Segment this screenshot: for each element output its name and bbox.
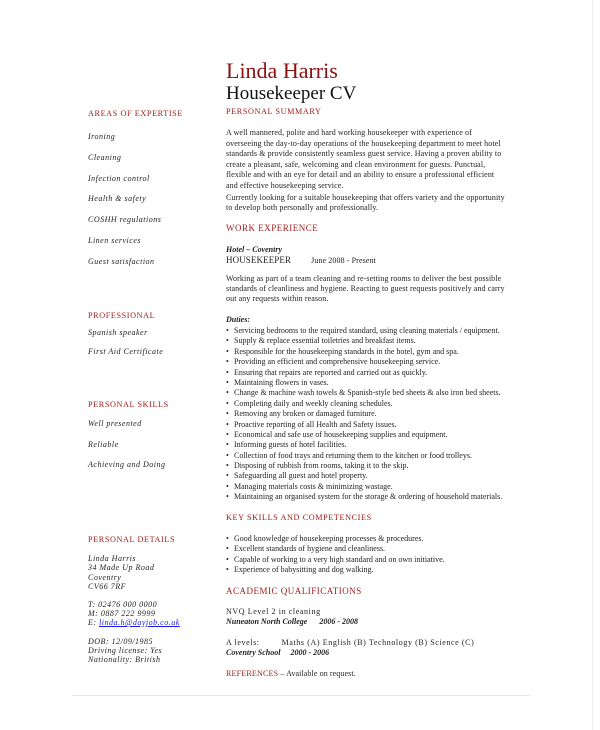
list-item: A well mannered, polite and hard working housekeeper with experience of xyxy=(226,128,472,137)
summary-heading: PERSONAL SUMMARY xyxy=(226,107,322,116)
duties-label: Duties: xyxy=(226,315,250,324)
duties-list xyxy=(226,326,502,503)
bullet-item: • Economical and safe use of housekeeping supplies and equipment. xyxy=(226,430,502,440)
email-label: E: xyxy=(88,618,100,627)
school-name: Coventry School xyxy=(226,648,281,657)
cv-subtitle: Housekeeper CV xyxy=(226,83,357,104)
professional-heading: PROFESSIONAL xyxy=(88,311,156,320)
personal-details-heading: PERSONAL DETAILS xyxy=(88,535,176,544)
bullet-item: • Completing daily and weekly cleaning schedules. xyxy=(226,399,502,409)
list-item: Linen services xyxy=(88,236,141,245)
bullet-item: • Providing an efficient and comprehensive housekeeping service. xyxy=(226,357,502,367)
driving-license: Driving license: Yes xyxy=(88,646,163,655)
mobile: M: 0887 222 9999 xyxy=(88,609,156,618)
references-heading: REFERENCES xyxy=(226,669,279,678)
list-item: Coventry xyxy=(88,572,122,582)
personal-skills-heading: PERSONAL SKILLS xyxy=(88,400,169,409)
employer: Hotel – Coventry xyxy=(226,245,282,254)
job-dates: June 2008 - Present xyxy=(311,256,376,265)
nvq-school-row xyxy=(226,617,358,626)
expertise-heading: AREAS OF EXPERTISE xyxy=(88,109,183,118)
list-item: 34 Made Up Road xyxy=(88,563,155,573)
bullet-item: • Good knowledge of housekeeping processes & procedures. xyxy=(226,534,445,544)
bullet-item: • Informing guests of hotel facilities. xyxy=(226,440,502,450)
key-skills-list xyxy=(226,534,445,576)
bullet-item: • Responsible for the housekeeping standards in the hotel, gym and spa. xyxy=(226,347,502,357)
list-item: Well presented xyxy=(88,419,142,428)
key-skills-heading: KEY SKILLS AND COMPETENCIES xyxy=(226,513,372,522)
bullet-item: • Maintaining an organised system for the storage & ordering of household materials. xyxy=(226,492,502,502)
bullet-item: • Managing materials costs & minimizing wastage. xyxy=(226,482,502,492)
a-levels-row xyxy=(226,638,474,648)
bullet-item: • Disposing of rubbish from rooms, taking it to the skip. xyxy=(226,461,502,471)
academic-heading: ACADEMIC QUALIFICATIONS xyxy=(226,586,362,596)
job-row xyxy=(226,255,376,266)
list-item: CV66 7RF xyxy=(88,581,126,591)
list-item: Currently looking for a suitable housekeeping that offers variety and the opportunity xyxy=(226,193,505,202)
bullet-item: • Collection of food trays and returning them to the kitchen or food trolleys. xyxy=(226,451,502,461)
list-item: Working as part of a team cleaning and re-setting rooms to deliver the best possible xyxy=(226,274,502,283)
school-row xyxy=(226,648,329,657)
page-edge xyxy=(592,0,593,730)
email-link[interactable]: linda.h@dayjob.co.uk xyxy=(99,618,180,627)
bullet-item: • Servicing bedrooms to the required standard, using cleaning materials / equipment. xyxy=(226,326,502,336)
list-item: Achieving and Doing xyxy=(88,460,166,469)
email-row xyxy=(88,618,180,627)
list-item: First Aid Certificate xyxy=(88,347,164,356)
list-item: flexible and with an eye for detail and an ability to ensure a professional efficient xyxy=(226,170,495,179)
list-item: and effective housekeeping service. xyxy=(226,180,344,190)
list-item: Spanish speaker xyxy=(88,328,148,337)
nvq-dates: 2006 - 2008 xyxy=(319,617,359,626)
bullet-item: • Excellent standards of hygiene and cleanliness. xyxy=(226,544,445,554)
list-item: Reliable xyxy=(88,439,119,449)
bullet-item: • Proactive reporting of all Health and Safety issues. xyxy=(226,420,502,430)
list-item: Ironing xyxy=(88,132,116,141)
list-item: standards & provide consistently seamless guest service. Having a proven ability to xyxy=(226,149,502,158)
qualification-nvq: NVQ Level 2 in cleaning xyxy=(226,607,321,616)
list-item: create a pleasant, safe, welcoming and clean environment for guests. Punctual, xyxy=(226,159,486,169)
references-text: – Available on request. xyxy=(278,669,356,678)
dob: DOB: 12/09/1985 xyxy=(88,637,154,646)
list-item: standards of cleanliness and hygiene. Reacting to guest requests positively and carry xyxy=(226,284,505,293)
bullet-item: • Change & machine wash towels & Spanish-style bed sheets & also iron bed sheets. xyxy=(226,388,502,398)
list-item: Guest satisfaction xyxy=(88,256,155,266)
list-item: Linda Harris xyxy=(88,554,137,563)
school-dates: 2000 - 2006 xyxy=(290,648,330,657)
bullet-item: • Supply & replace essential toiletries and breakfast items. xyxy=(226,336,502,346)
list-item: out any requests within reason. xyxy=(226,294,329,303)
bullet-item: • Maintaining flowers in vases. xyxy=(226,378,502,388)
list-item: to develop both personally and professionally. xyxy=(226,203,379,212)
list-item: Health & safety xyxy=(88,194,147,204)
bullet-item: • Ensuring that repairs are reported and carried out as quickly. xyxy=(226,368,502,378)
a-levels-subjects: Maths (A) English (B) Technology (B) Science (C) xyxy=(281,638,475,647)
work-heading: WORK EXPERIENCE xyxy=(226,223,319,233)
references-row xyxy=(226,669,356,679)
divider xyxy=(72,695,530,696)
nationality: Nationality: British xyxy=(88,655,161,664)
list-item: Cleaning xyxy=(88,152,122,162)
nvq-school: Nuneaton North College xyxy=(226,617,308,626)
bullet-item: • Experience of babysitting and dog walking. xyxy=(226,565,445,575)
candidate-name: Linda Harris xyxy=(226,58,338,83)
list-item: overseeing the day-to-day operations of the housekeeping department to meet hotel xyxy=(226,138,501,148)
list-item: Infection control xyxy=(88,173,150,183)
bullet-item: • Capable of working to a very high standard and on own initiative. xyxy=(226,555,445,565)
list-item: COSHH regulations xyxy=(88,215,162,225)
job-role: HOUSEKEEPER xyxy=(226,255,292,265)
bullet-item: • Removing any broken or damaged furniture. xyxy=(226,409,502,419)
bullet-item: • Safeguarding all guest and hotel property. xyxy=(226,471,502,481)
phone: T: 02476 000 0000 xyxy=(88,600,158,609)
a-levels-label: A levels: xyxy=(226,638,260,647)
